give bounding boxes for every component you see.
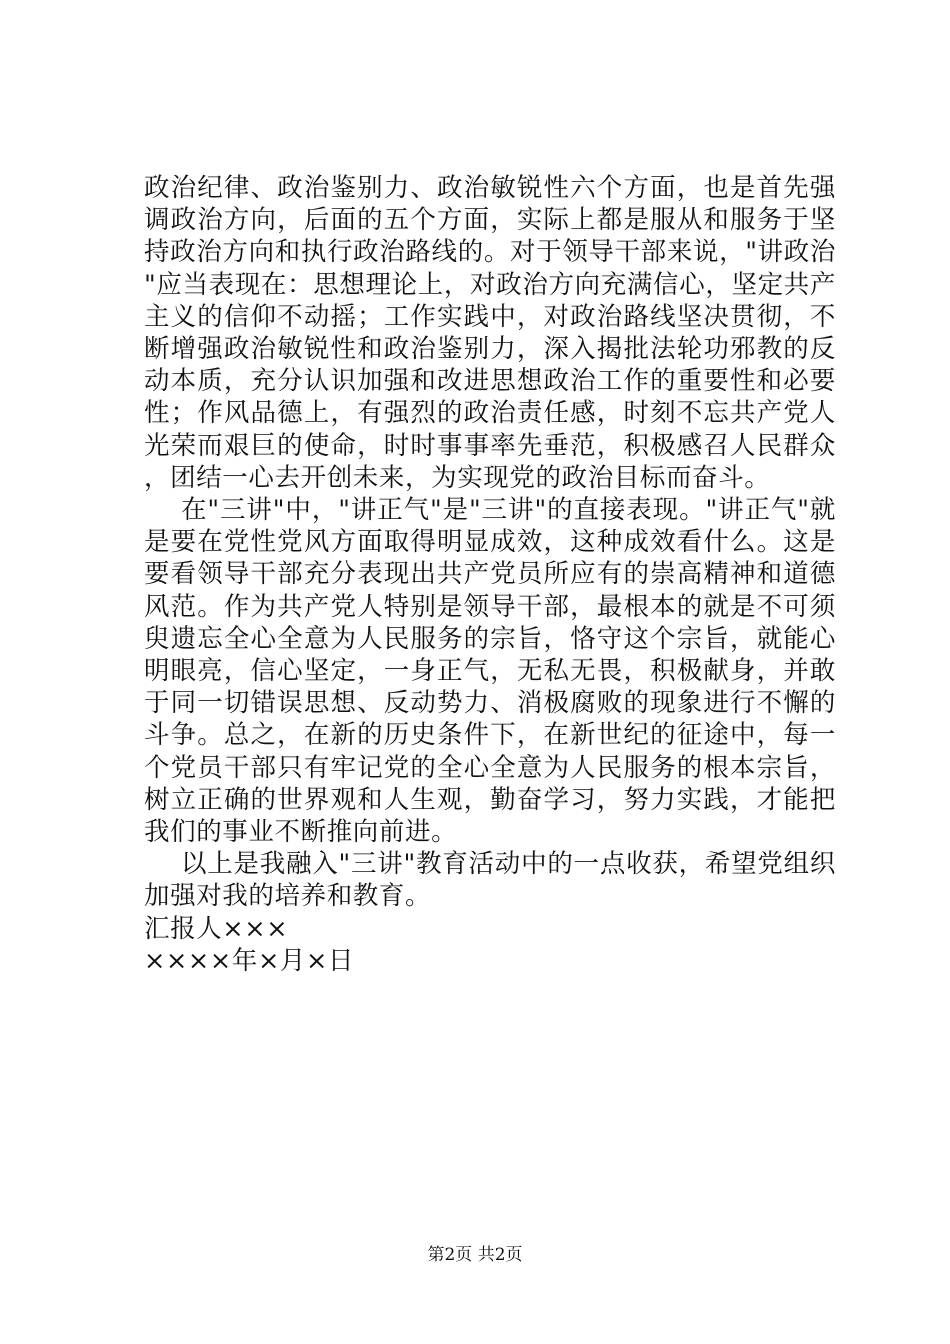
paragraph-continued: 政治纪律、政治鉴别力、政治敏锐性六个方面，也是首先强调政治方向，后面的五个方面，实际上都是服从和服务于坚持政治方向和执行政治路线的。对于领导干部来说，"讲政治"应当表现在：思想理论上，对政治方向充满信心，坚定共产主义的信仰不动摇；工作实践中，对政治路线坚决贯彻，不断增强政治敏锐性和政治鉴别力，深入揭批法轮功邪教的反动本质，充分认识加强和改进思想政治工作的重要性和必要性；作风品德上，有强烈的政治责任感，时刻不忘共产党人光荣而艰巨的使命，时时事事率先垂范，积极感召人民群众，团结一心去开创未来，为实现党的政治目标而奋斗。: [144, 173, 836, 493]
paragraph-jiang-zhengqi: 在"三讲"中，"讲正气"是"三讲"的直接表现。"讲正气"就是要在党性党风方面取得明显成效，这种成效看什么。这是要看领导干部充分表现出共产党员所应有的崇高精神和道德风范。作为共产党人特别是领导干部，最根本的就是不可须臾遗忘全心全意为人民服务的宗旨，恪守这个宗旨，就能心明眼亮，信心坚定，一身正气，无私无畏，积极献身，并敢于同一切错误思想、反动势力、消极腐败的现象进行不懈的斗争。总之，在新的历史条件下，在新世纪的征途中，每一个党员干部只有牢记党的全心全意为人民服务的根本宗旨，树立正确的世界观和人生观，勤奋学习，努力实践，才能把我们的事业不断推向前进。: [144, 495, 836, 848]
date-line: ××××年×月×日: [144, 945, 355, 976]
document-body: [144, 172, 836, 977]
paragraph-closing: 以上是我融入"三讲"教育活动中的一点收获，希望党组织加强对我的培养和教育。: [144, 849, 836, 912]
page-footer: 第2页 共2页: [427, 1245, 523, 1265]
signature-line: 汇报人×××: [144, 913, 289, 944]
